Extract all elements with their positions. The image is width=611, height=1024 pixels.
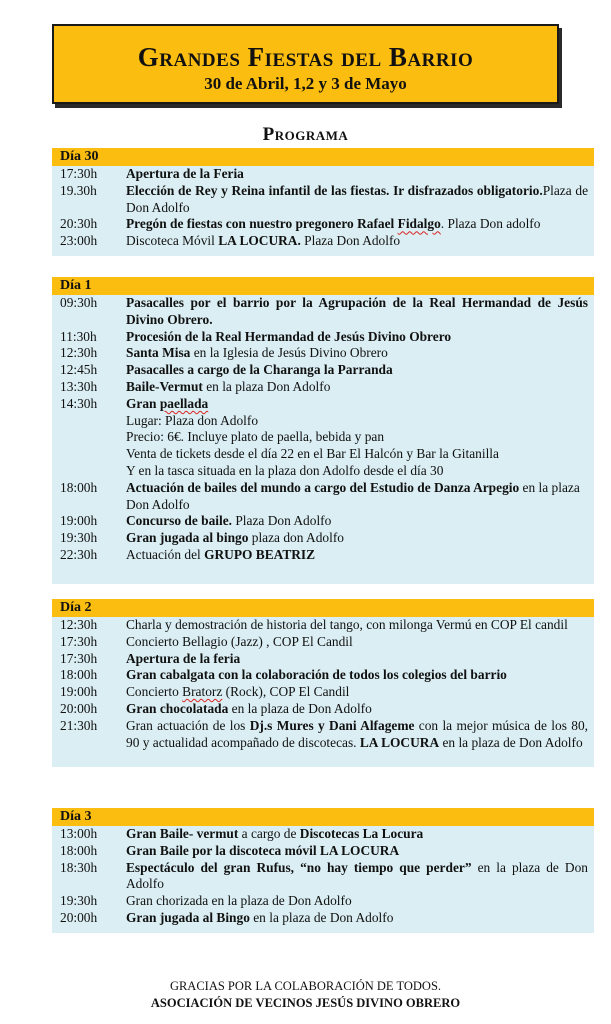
event-place: en la plaza de Don Adolfo <box>228 700 372 716</box>
event-time: 12:45h <box>60 362 98 378</box>
event-time <box>60 413 126 430</box>
event-text: Concierto <box>126 684 183 700</box>
page-subtitle: 30 de Abril, 1,2 y 3 de Mayo <box>204 74 407 93</box>
event-time: 20:00h <box>60 700 98 716</box>
event-place: Plaza de Don Adolfo <box>126 182 589 215</box>
list-item <box>52 362 594 379</box>
event-text: a cargo de <box>238 826 300 841</box>
list-item <box>52 216 594 233</box>
event-title: Gran chocolatada <box>126 700 229 716</box>
event-title: Apertura de la feria <box>126 650 241 666</box>
list-item <box>52 463 594 480</box>
event-time: 18:30h <box>60 859 98 875</box>
event-title: Gran cabalgata con la colaboración de todos los colegios del barrio <box>126 667 507 683</box>
day-1-header: Día 1 <box>52 277 594 295</box>
day-30-section <box>52 148 594 256</box>
event-time: 14:30h <box>60 395 98 411</box>
list-item <box>52 429 594 446</box>
event-detail: Precio: 6€. Incluye plato de paella, bebida y pan <box>126 429 385 445</box>
event-title: Concurso de baile. <box>126 513 233 529</box>
list-item <box>52 701 594 718</box>
list-item <box>52 345 594 362</box>
event-time: 21:30h <box>60 717 98 733</box>
list-item <box>52 684 594 701</box>
event-title-misspelled: paellada <box>159 395 209 411</box>
event-detail: Lugar: Plaza don Adolfo <box>126 412 259 428</box>
event-place: en la plaza de Don Adolfo <box>439 734 583 750</box>
event-title: Gran jugada al Bingo <box>126 909 250 925</box>
event-title: Dj.s Mures y Dani Alfageme <box>249 717 415 733</box>
event-title-misspelled: Fidalgo <box>397 216 441 232</box>
event-time: 17:30h <box>60 633 98 649</box>
event-title: Pasacalles a cargo de la Charanga la Parranda <box>126 362 393 378</box>
list-item <box>52 480 594 514</box>
list-item <box>52 396 594 413</box>
event-place: en la plaza Don Adolfo <box>126 479 580 512</box>
list-item <box>52 530 594 547</box>
event-place: en la Iglesia de Jesús Divino Obrero <box>190 345 388 361</box>
event-title: Gran Baile- vermut <box>126 826 239 841</box>
event-title: LA LOCURA. <box>218 233 301 249</box>
event-time: 13:00h <box>60 826 98 841</box>
list-item <box>52 329 594 346</box>
event-time: 23:00h <box>60 233 98 249</box>
day-2-header: Día 2 <box>52 599 594 617</box>
event-time: 11:30h <box>60 328 97 344</box>
list-item <box>52 295 594 329</box>
event-title: Baile-Vermut <box>126 378 203 394</box>
event-time: 17:30h <box>60 650 98 666</box>
list-item <box>52 617 594 634</box>
event-time: 19:00h <box>60 513 98 529</box>
list-item <box>52 413 594 430</box>
day-1-section <box>52 277 594 584</box>
event-place: . Plaza Don adolfo <box>440 216 541 232</box>
event-text-misspelled: Bratorz <box>182 684 223 700</box>
event-detail: Y en la tasca situada en la plaza don Adolfo desde el día 30 <box>126 462 444 478</box>
day-3-section <box>52 808 594 933</box>
event-text: Actuación del <box>126 546 205 562</box>
event-time: 09:30h <box>60 295 98 310</box>
event-time <box>60 463 126 480</box>
event-place: Plaza Don Adolfo <box>300 233 401 249</box>
title-banner <box>52 24 559 104</box>
event-title: Elección de Rey y Reina infantil de las fiestas. Ir disfrazados obligatorio. <box>126 182 543 198</box>
list-item <box>52 826 594 843</box>
event-text: Discoteca Móvil <box>126 233 219 249</box>
event-title: Pasacalles por el barrio por la Agrupación de la Real Hermandad de Jesús Divino Obrero. <box>126 295 588 327</box>
event-text: Concierto Bellagio (Jazz) , COP El Candil <box>126 633 353 649</box>
event-time <box>60 446 126 463</box>
event-title: Gran Baile por la discoteca móvil LA LOCURA <box>126 842 400 858</box>
event-time: 18:00h <box>60 667 98 683</box>
footer-thanks: GRACIAS POR LA COLABORACIÓN DE TODOS. <box>169 979 442 993</box>
event-place: plaza don Adolfo <box>248 530 344 546</box>
event-time: 22:30h <box>60 546 98 562</box>
event-text: Gran chorizada en la plaza de Don Adolfo <box>126 893 352 909</box>
list-item <box>52 183 594 217</box>
event-title: Gran jugada al bingo <box>126 530 249 546</box>
event-time: 17:30h <box>60 166 98 181</box>
list-item <box>52 860 594 894</box>
event-place: Plaza Don Adolfo <box>232 513 332 529</box>
event-time: 12:30h <box>60 617 98 632</box>
list-item <box>52 233 594 250</box>
programa-heading: Programa <box>262 124 349 145</box>
event-place: en la plaza de Don Adolfo <box>126 859 588 892</box>
event-time <box>60 429 126 446</box>
day-2-section <box>52 599 594 767</box>
footer-association: ASOCIACIÓN DE VECINOS JESÚS DIVINO OBRERO <box>150 996 461 1010</box>
event-title: Espectáculo del gran Rufus, “no hay tiempo que perder” <box>126 859 472 875</box>
event-title: Gran <box>126 395 160 411</box>
event-title: Procesión de la Real Hermandad de Jesús Divino Obrero <box>126 328 452 344</box>
event-text: con la mejor música de los 80, 90 y actualidad acompañado de discotecas. <box>126 717 588 750</box>
list-item <box>52 634 594 651</box>
footer <box>0 978 611 1012</box>
event-detail: Venta de tickets desde el día 22 en el Bar El Halcón y Bar la Gitanilla <box>126 446 499 462</box>
event-time: 19.30h <box>60 182 97 198</box>
list-item <box>52 547 594 564</box>
event-place: en la plaza Don Adolfo <box>202 378 331 394</box>
day-30-header: Día 30 <box>52 148 594 166</box>
event-title: GRUPO BEATRIZ <box>204 546 316 562</box>
list-item <box>52 910 594 927</box>
list-item <box>52 843 594 860</box>
event-title: LA LOCURA <box>359 734 440 750</box>
event-title: Santa Misa <box>126 345 191 361</box>
event-time: 18:00h <box>60 842 98 858</box>
event-time: 19:30h <box>60 530 98 546</box>
list-item <box>52 893 594 910</box>
event-time: 19:30h <box>60 893 98 909</box>
list-item <box>52 651 594 668</box>
event-time: 13:30h <box>60 378 98 394</box>
list-item <box>52 667 594 684</box>
event-time: 12:30h <box>60 345 98 361</box>
list-item <box>52 513 594 530</box>
day-3-header: Día 3 <box>52 808 594 826</box>
event-text: Gran actuación de los <box>126 717 250 733</box>
event-time: 20:00h <box>60 909 98 925</box>
list-item <box>52 718 594 752</box>
event-title: Pregón de fiestas con nuestro pregonero Rafael <box>126 216 398 232</box>
event-place: (Rock), COP El Candil <box>222 684 350 700</box>
event-text: Charla y demostración de historia del tango, con milonga Vermú en COP El candil <box>126 617 568 632</box>
event-title: Apertura de la Feria <box>126 166 244 181</box>
event-time: 20:30h <box>60 216 98 232</box>
list-item <box>52 379 594 396</box>
page-title: Grandes Fiestas del Barrio <box>137 42 474 72</box>
event-title: Discotecas La Locura <box>299 826 424 841</box>
event-time: 18:00h <box>60 479 98 495</box>
list-item <box>52 166 594 183</box>
event-place: en la plaza de Don Adolfo <box>249 909 394 925</box>
event-title: Actuación de bailes del mundo a cargo del Estudio de Danza Arpegio <box>126 479 520 495</box>
list-item <box>52 446 594 463</box>
event-time: 19:00h <box>60 684 98 700</box>
